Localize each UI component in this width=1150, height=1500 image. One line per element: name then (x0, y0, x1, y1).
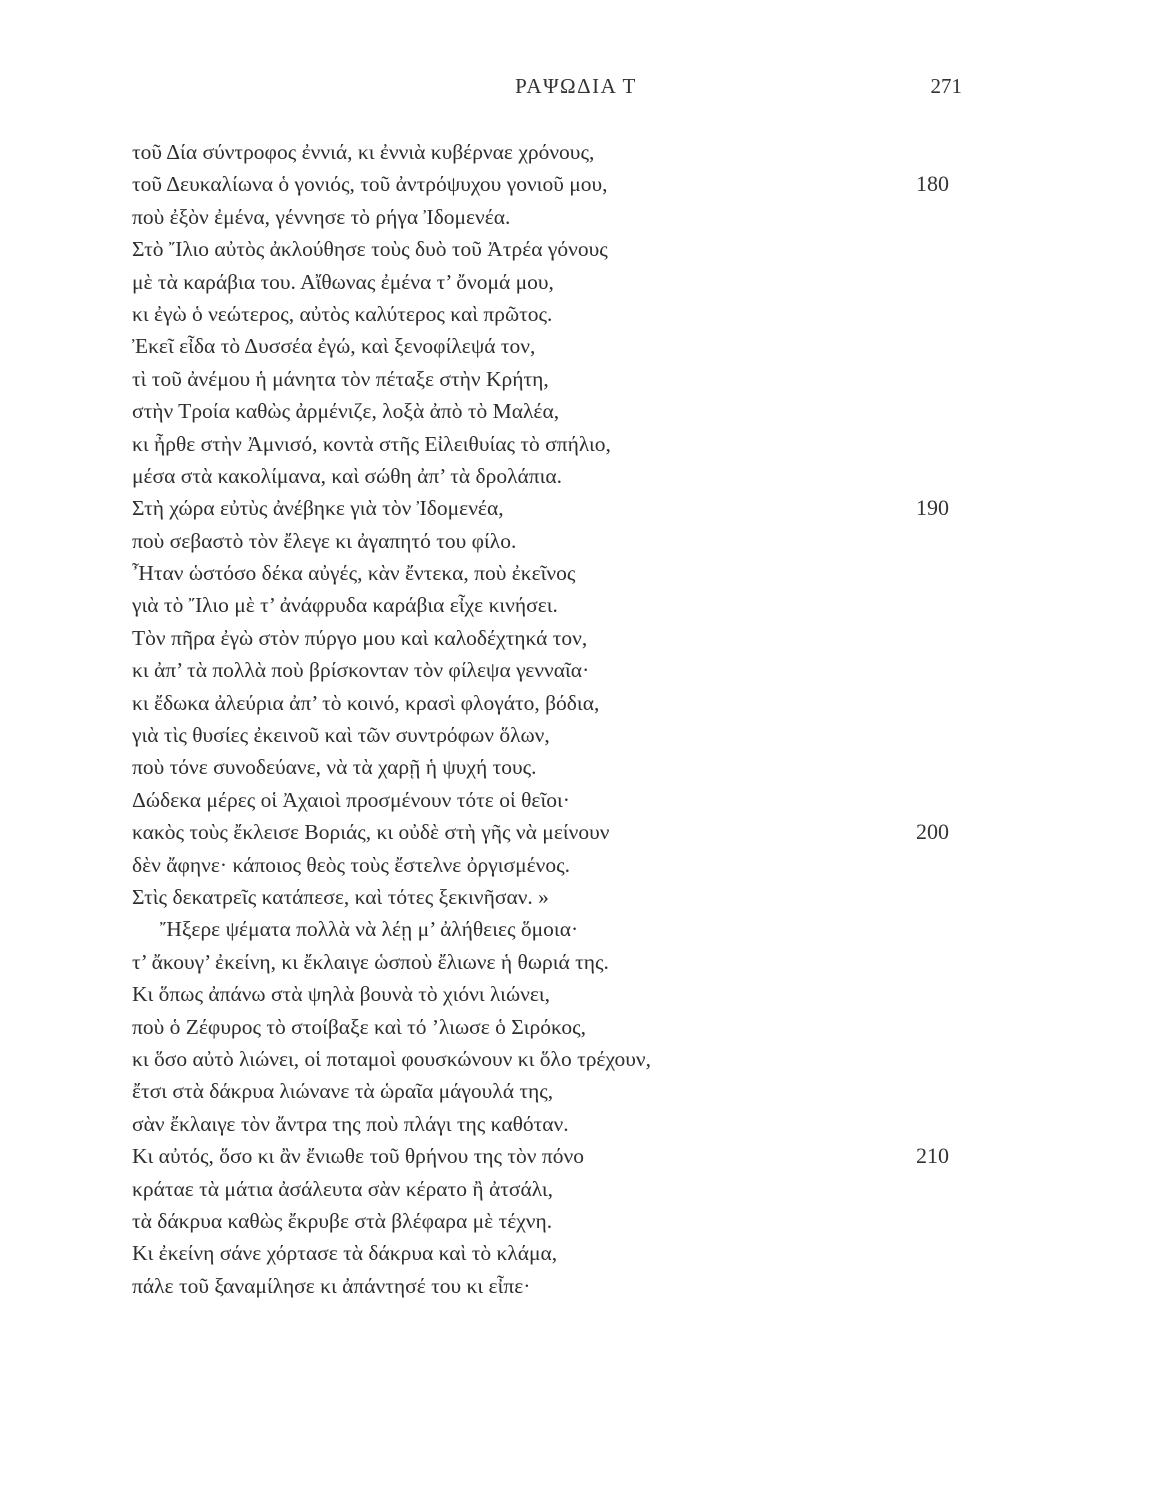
verse-line (132, 233, 972, 265)
line-number: 180 (916, 171, 949, 197)
verse-line (132, 298, 972, 330)
verse-text: γιὰ τὶς θυσίες ἐκεινοῦ καὶ τῶν συντρόφων ὅλων, (132, 723, 550, 748)
verse-text: ποὺ ἐξὸν ἐμένα, γέννησε τὸ ρήγα Ἰδομενέα. (132, 204, 511, 229)
verse-line (132, 460, 972, 492)
verse-text: τοῦ Δία σύντροφος ἐννιά, κι ἐννιὰ κυβέρναε χρόνους, (132, 140, 595, 164)
verse-line (132, 395, 972, 427)
verse-line (132, 1011, 972, 1043)
verse-text: Στὴ χώρα εὐτὺς ἀνέβηκε γιὰ τὸν Ἰδομενέα, (132, 496, 504, 521)
verse-line (132, 978, 972, 1010)
verse-line (132, 330, 972, 362)
verse-text: κακὸς τοὺς ἔκλεισε Βοριάς, κι οὐδὲ στὴ γῆς νὰ μείνουν (132, 820, 610, 845)
verse-text: κι ἔδωκα ἀλεύρια ἀπ’ τὸ κοινό, κρασὶ φλογάτο, βόδια, (132, 690, 600, 715)
verse-line (132, 913, 972, 945)
verse-line (132, 492, 972, 524)
verse-text: κι ἐγὼ ὁ νεώτερος, αὐτὸς καλύτερος καὶ πρῶτος. (132, 301, 553, 326)
verse-text: Τὸν πῆρα ἐγὼ στὸν πύργο μου καὶ καλοδέχτηκά τον, (132, 625, 588, 650)
verse-line (132, 1205, 972, 1237)
verse-text: Ἤξερε ψέματα πολλὰ νὰ λέῃ μ’ ἀλήθειες ὅμοια· (160, 917, 579, 942)
verse-text: τ’ ἄκουγ’ ἐκείνη, κι ἔκλαιγε ὡσποὺ ἔλιωνε ἡ θωριά της. (132, 949, 609, 974)
verse-text: κι ἦρθε στὴν Ἀμνισό, κοντὰ στῆς Εἰλειθυίας τὸ σπήλιο, (132, 431, 611, 456)
verse-line (132, 654, 972, 686)
verse-line (132, 1075, 972, 1107)
verse-text: Ἐκεῖ εἶδα τὸ Δυσσέα ἐγώ, καὶ ξενοφίλεψά τον, (132, 334, 536, 359)
verse-line (132, 1270, 972, 1302)
verse-text: Ἦταν ὡστόσο δέκα αὐγές, κὰν ἔντεκα, ποὺ ἐκεῖνος (132, 561, 576, 586)
verse-text: ποὺ σεβαστὸ τὸν ἔλεγε κι ἀγαπητό του φίλο. (132, 528, 517, 553)
verse-line (132, 816, 972, 848)
verse-text: δὲν ἄφηνε· κάποιος θεὸς τοὺς ἔστελνε ὀργισμένος. (132, 852, 570, 877)
page-title: ΡΑΨΩΔΙΑ Τ (515, 74, 637, 98)
verse-text: Κι ὅπως ἀπάνω στὰ ψηλὰ βουνὰ τὸ χιόνι λιώνει, (132, 982, 551, 1007)
verse-text: γιὰ τὸ Ἴλιο μὲ τ’ ἀνάφρυδα καράβια εἶχε κινήσει. (132, 593, 558, 618)
verse-line (132, 136, 972, 168)
verse-line (132, 881, 972, 913)
verse-text: ποὺ τόνε συνοδεύανε, νὰ τὰ χαρῇ ἡ ψυχή τους. (132, 755, 537, 780)
verse-text: κι ἀπ’ τὰ πολλὰ ποὺ βρίσκονταν τὸν φίλεψα γενναῖα· (132, 658, 590, 683)
verse-text: σὰν ἔκλαιγε τὸν ἄντρα της ποὺ πλάγι της καθόταν. (132, 1111, 569, 1136)
verse-text: στὴν Τροία καθὼς ἀρμένιζε, λοξὰ ἀπὸ τὸ Μαλέα, (132, 399, 560, 424)
verse-text: Δώδεκα μέρες οἱ Ἀχαιοὶ προσμένουν τότε οἱ θεῖοι· (132, 787, 570, 812)
verse-line (132, 1173, 972, 1205)
verse-line (132, 687, 972, 719)
verse-text: κι ὅσο αὐτὸ λιώνει, οἱ ποταμοὶ φουσκώνουν κι ὅλο τρέχουν, (132, 1046, 652, 1071)
running-header (0, 74, 1150, 104)
verse-text: μέσα στὰ κακολίμανα, καὶ σώθη ἀπ’ τὰ δρολάπια. (132, 463, 563, 488)
verse-line (132, 849, 972, 881)
verse-block (132, 136, 972, 1302)
verse-line (132, 1108, 972, 1140)
verse-text: ἔτσι στὰ δάκρυα λιώνανε τὰ ὡραῖα μάγουλά της, (132, 1079, 554, 1104)
line-number: 210 (916, 1143, 949, 1169)
verse-text: κράταε τὰ μάτια ἀσάλευτα σὰν κέρατο ἢ ἀτσάλι, (132, 1176, 554, 1201)
line-number: 200 (916, 819, 949, 845)
verse-line (132, 363, 972, 395)
line-number: 190 (916, 495, 949, 521)
verse-text: πάλε τοῦ ξαναμίλησε κι ἀπάντησέ του κι εἶπε· (132, 1273, 531, 1298)
verse-line (132, 589, 972, 621)
verse-line (132, 1237, 972, 1269)
verse-line (132, 557, 972, 589)
verse-line (132, 266, 972, 298)
verse-line (132, 1043, 972, 1075)
verse-text: Στὸ Ἴλιο αὐτὸς ἀκλούθησε τοὺς δυὸ τοῦ Ἀτρέα γόνους (132, 237, 608, 262)
verse-line (132, 168, 972, 200)
verse-text: μὲ τὰ καράβια του. Αἴθωνας ἐμένα τ’ ὄνομά μου, (132, 269, 554, 294)
verse-text: Κι ἐκείνη σάνε χόρτασε τὰ δάκρυα καὶ τὸ κλάμα, (132, 1241, 558, 1266)
verse-text: Στὶς δεκατρεῖς κατάπεσε, καὶ τότες ξεκινῆσαν. » (132, 884, 549, 909)
verse-line (132, 1140, 972, 1172)
verse-line (132, 784, 972, 816)
verse-text: τὶ τοῦ ἀνέμου ἡ μάνητα τὸν πέταξε στὴν Κρήτη, (132, 366, 549, 391)
verse-line (132, 751, 972, 783)
verse-text: τοῦ Δευκαλίωνα ὁ γονιός, τοῦ ἀντρόψυχου γονιοῦ μου, (132, 172, 608, 197)
verse-text: ποὺ ὁ Ζέφυρος τὸ στοίβαξε καὶ τό ’λιωσε ὁ Σιρόκος, (132, 1014, 587, 1039)
verse-line (132, 525, 972, 557)
verse-line (132, 622, 972, 654)
verse-line (132, 719, 972, 751)
page-number: 271 (930, 74, 962, 98)
verse-line (132, 201, 972, 233)
verse-line (132, 428, 972, 460)
verse-text: τὰ δάκρυα καθὼς ἔκρυβε στὰ βλέφαρα μὲ τέχνη. (132, 1208, 553, 1233)
verse-line (132, 946, 972, 978)
verse-text: Κι αὐτός, ὅσο κι ἂν ἔνιωθε τοῦ θρήνου της τὸν πόνο (132, 1144, 584, 1169)
